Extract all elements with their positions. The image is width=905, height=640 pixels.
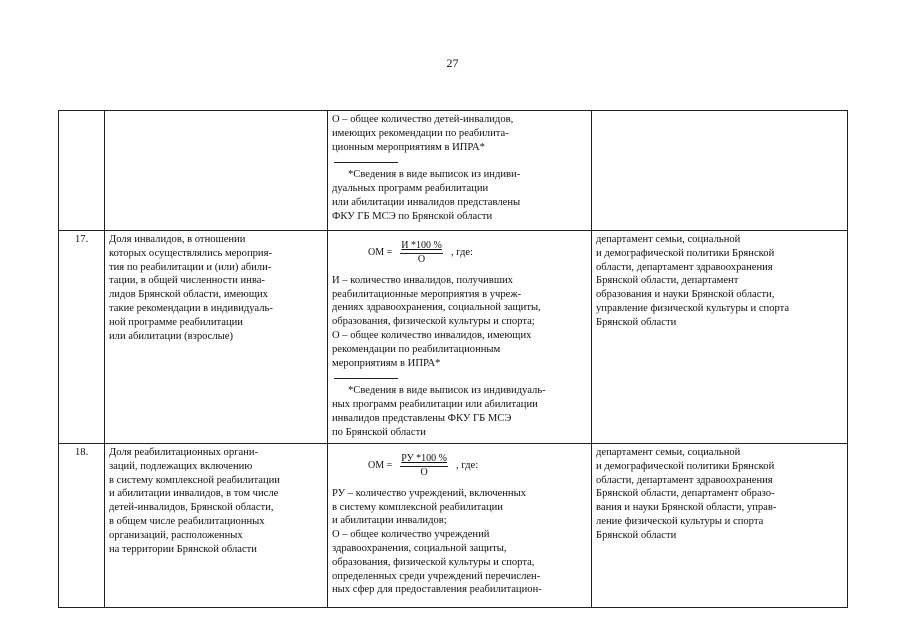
formula-numerator: РУ *100 % bbox=[400, 452, 448, 467]
responsible-line: области, департамент здравоохранения bbox=[596, 261, 773, 273]
method-line: О – общее количество учреждений bbox=[332, 529, 490, 541]
method-line: О – общее количество инвалидов, имеющих bbox=[332, 329, 532, 341]
indicator-line: и абилитации инвалидов, в том числе bbox=[109, 488, 279, 500]
formula-numerator: И *100 % bbox=[400, 239, 443, 254]
footnote-line: по Брянской области bbox=[332, 426, 426, 438]
method-line: здравоохранения, социальной защиты, bbox=[332, 542, 507, 554]
footnote-line: дуальных программ реабилитации bbox=[332, 183, 489, 195]
method-line: рекомендации по реабилитационным bbox=[332, 343, 501, 355]
method-cell bbox=[328, 111, 592, 231]
indicator-line: на территории Брянской области bbox=[109, 543, 257, 555]
formula-lhs: ОМ = bbox=[368, 246, 393, 258]
responsible-line: Брянской области bbox=[596, 529, 677, 541]
formula-denominator: О bbox=[417, 253, 426, 265]
indicator-cell bbox=[105, 111, 328, 231]
footnote-line: *Сведения в виде выписок из индивидуаль- bbox=[348, 385, 546, 397]
responsible-line: Брянской области, департамент образо- bbox=[596, 488, 775, 500]
method-line: О – общее количество детей-инвалидов, bbox=[332, 114, 514, 125]
indicators-table bbox=[58, 110, 848, 608]
row-number: 17. bbox=[75, 234, 89, 245]
row-number-cell bbox=[59, 444, 105, 608]
formula-lhs: ОМ = bbox=[368, 459, 393, 471]
indicator-line: или абилитации (взрослые) bbox=[109, 330, 234, 342]
method-line: в систему комплексной реабилитации bbox=[332, 501, 503, 513]
indicator-line: детей-инвалидов, Брянской области, bbox=[109, 502, 274, 514]
method-cell bbox=[328, 444, 592, 608]
footnote-line: ных программ реабилитации или абилитации bbox=[332, 399, 538, 411]
method-line: имеющих рекомендации по реабилита- bbox=[332, 127, 509, 139]
responsible-line: и демографической политики Брянской bbox=[596, 247, 775, 259]
responsible-cell bbox=[592, 111, 848, 231]
footnote-line: или абилитации инвалидов представлены bbox=[332, 196, 521, 208]
method-line: дениях здравоохранения, социальной защиты, bbox=[332, 302, 541, 314]
method-line: РУ – количество учреждений, включенных bbox=[332, 487, 527, 499]
responsible-line: вания и науки Брянской области, управ- bbox=[596, 502, 777, 514]
indicator-cell bbox=[105, 231, 328, 444]
method-line: мероприятиям в ИПРА* bbox=[332, 357, 441, 369]
table-row bbox=[59, 444, 848, 608]
responsible-line: управление физической культуры и спорта bbox=[596, 302, 790, 314]
footnote-rule bbox=[334, 162, 398, 163]
footnote-line: ФКУ ГБ МСЭ по Брянской области bbox=[332, 210, 493, 222]
method-line: и абилитации инвалидов; bbox=[332, 515, 447, 527]
indicator-line: заций, подлежащих включению bbox=[109, 460, 253, 472]
method-line: ных сфер для предоставления реабилитацион- bbox=[332, 584, 542, 596]
indicator-line: Доля инвалидов, в отношении bbox=[109, 234, 246, 245]
method-line: И – количество инвалидов, получивших bbox=[332, 274, 513, 286]
method-line: образования, физической культуры и спорта, bbox=[332, 556, 535, 568]
indicator-line: тации, в общей численности инва- bbox=[109, 275, 265, 287]
indicator-line: ной программе реабилитации bbox=[109, 316, 243, 328]
method-cell bbox=[328, 231, 592, 444]
indicator-line: тия по реабилитации и (или) абили- bbox=[109, 261, 272, 273]
responsible-line: Брянской области bbox=[596, 316, 677, 328]
indicator-cell bbox=[105, 444, 328, 608]
footnote-rule bbox=[334, 378, 398, 379]
indicator-line: такие рекомендации в индивидуаль- bbox=[109, 302, 273, 314]
page-number: 27 bbox=[446, 56, 459, 70]
responsible-line: области, департамент здравоохранения bbox=[596, 474, 773, 486]
formula-fraction bbox=[400, 452, 448, 479]
responsible-line: и демографической политики Брянской bbox=[596, 460, 775, 472]
row-number-cell bbox=[59, 111, 105, 231]
row-number: 18. bbox=[75, 447, 89, 458]
footnote-line: инвалидов представлены ФКУ ГБ МСЭ bbox=[332, 412, 512, 424]
indicator-line: Доля реабилитационных органи- bbox=[109, 447, 259, 458]
indicator-line: в общем числе реабилитационных bbox=[109, 515, 265, 527]
indicator-line: в систему комплексной реабилитации bbox=[109, 474, 280, 486]
table-row bbox=[59, 231, 848, 444]
formula-suffix: , где: bbox=[456, 459, 479, 471]
responsible-cell bbox=[592, 444, 848, 608]
formula-suffix: , где: bbox=[450, 246, 473, 258]
method-line: ционным мероприятиям в ИПРА* bbox=[332, 141, 485, 153]
responsible-cell bbox=[592, 231, 848, 444]
row-number-cell bbox=[59, 231, 105, 444]
indicator-line: которых осуществлялись мероприя- bbox=[109, 247, 272, 259]
formula bbox=[368, 452, 587, 479]
footnote-line: *Сведения в виде выписок из индиви- bbox=[348, 169, 521, 181]
indicator-line: лидов Брянской области, имеющих bbox=[109, 289, 268, 301]
responsible-line: образования и науки Брянской области, bbox=[596, 289, 775, 301]
formula-fraction bbox=[400, 239, 443, 266]
responsible-line: ление физической культуры и спорта bbox=[596, 515, 764, 527]
responsible-line: департамент семьи, социальной bbox=[596, 234, 741, 245]
method-line: образования, физической культуры и спорта; bbox=[332, 316, 535, 328]
formula-denominator: О bbox=[420, 466, 428, 478]
method-line: определенных среди учреждений перечислен- bbox=[332, 570, 541, 582]
method-line: реабилитационные мероприятия в учреж- bbox=[332, 288, 522, 300]
table-row bbox=[59, 111, 848, 231]
indicator-line: организаций, расположенных bbox=[109, 529, 243, 541]
formula bbox=[368, 239, 587, 266]
responsible-line: Брянской области, департамент bbox=[596, 275, 739, 287]
responsible-line: департамент семьи, социальной bbox=[596, 447, 741, 458]
